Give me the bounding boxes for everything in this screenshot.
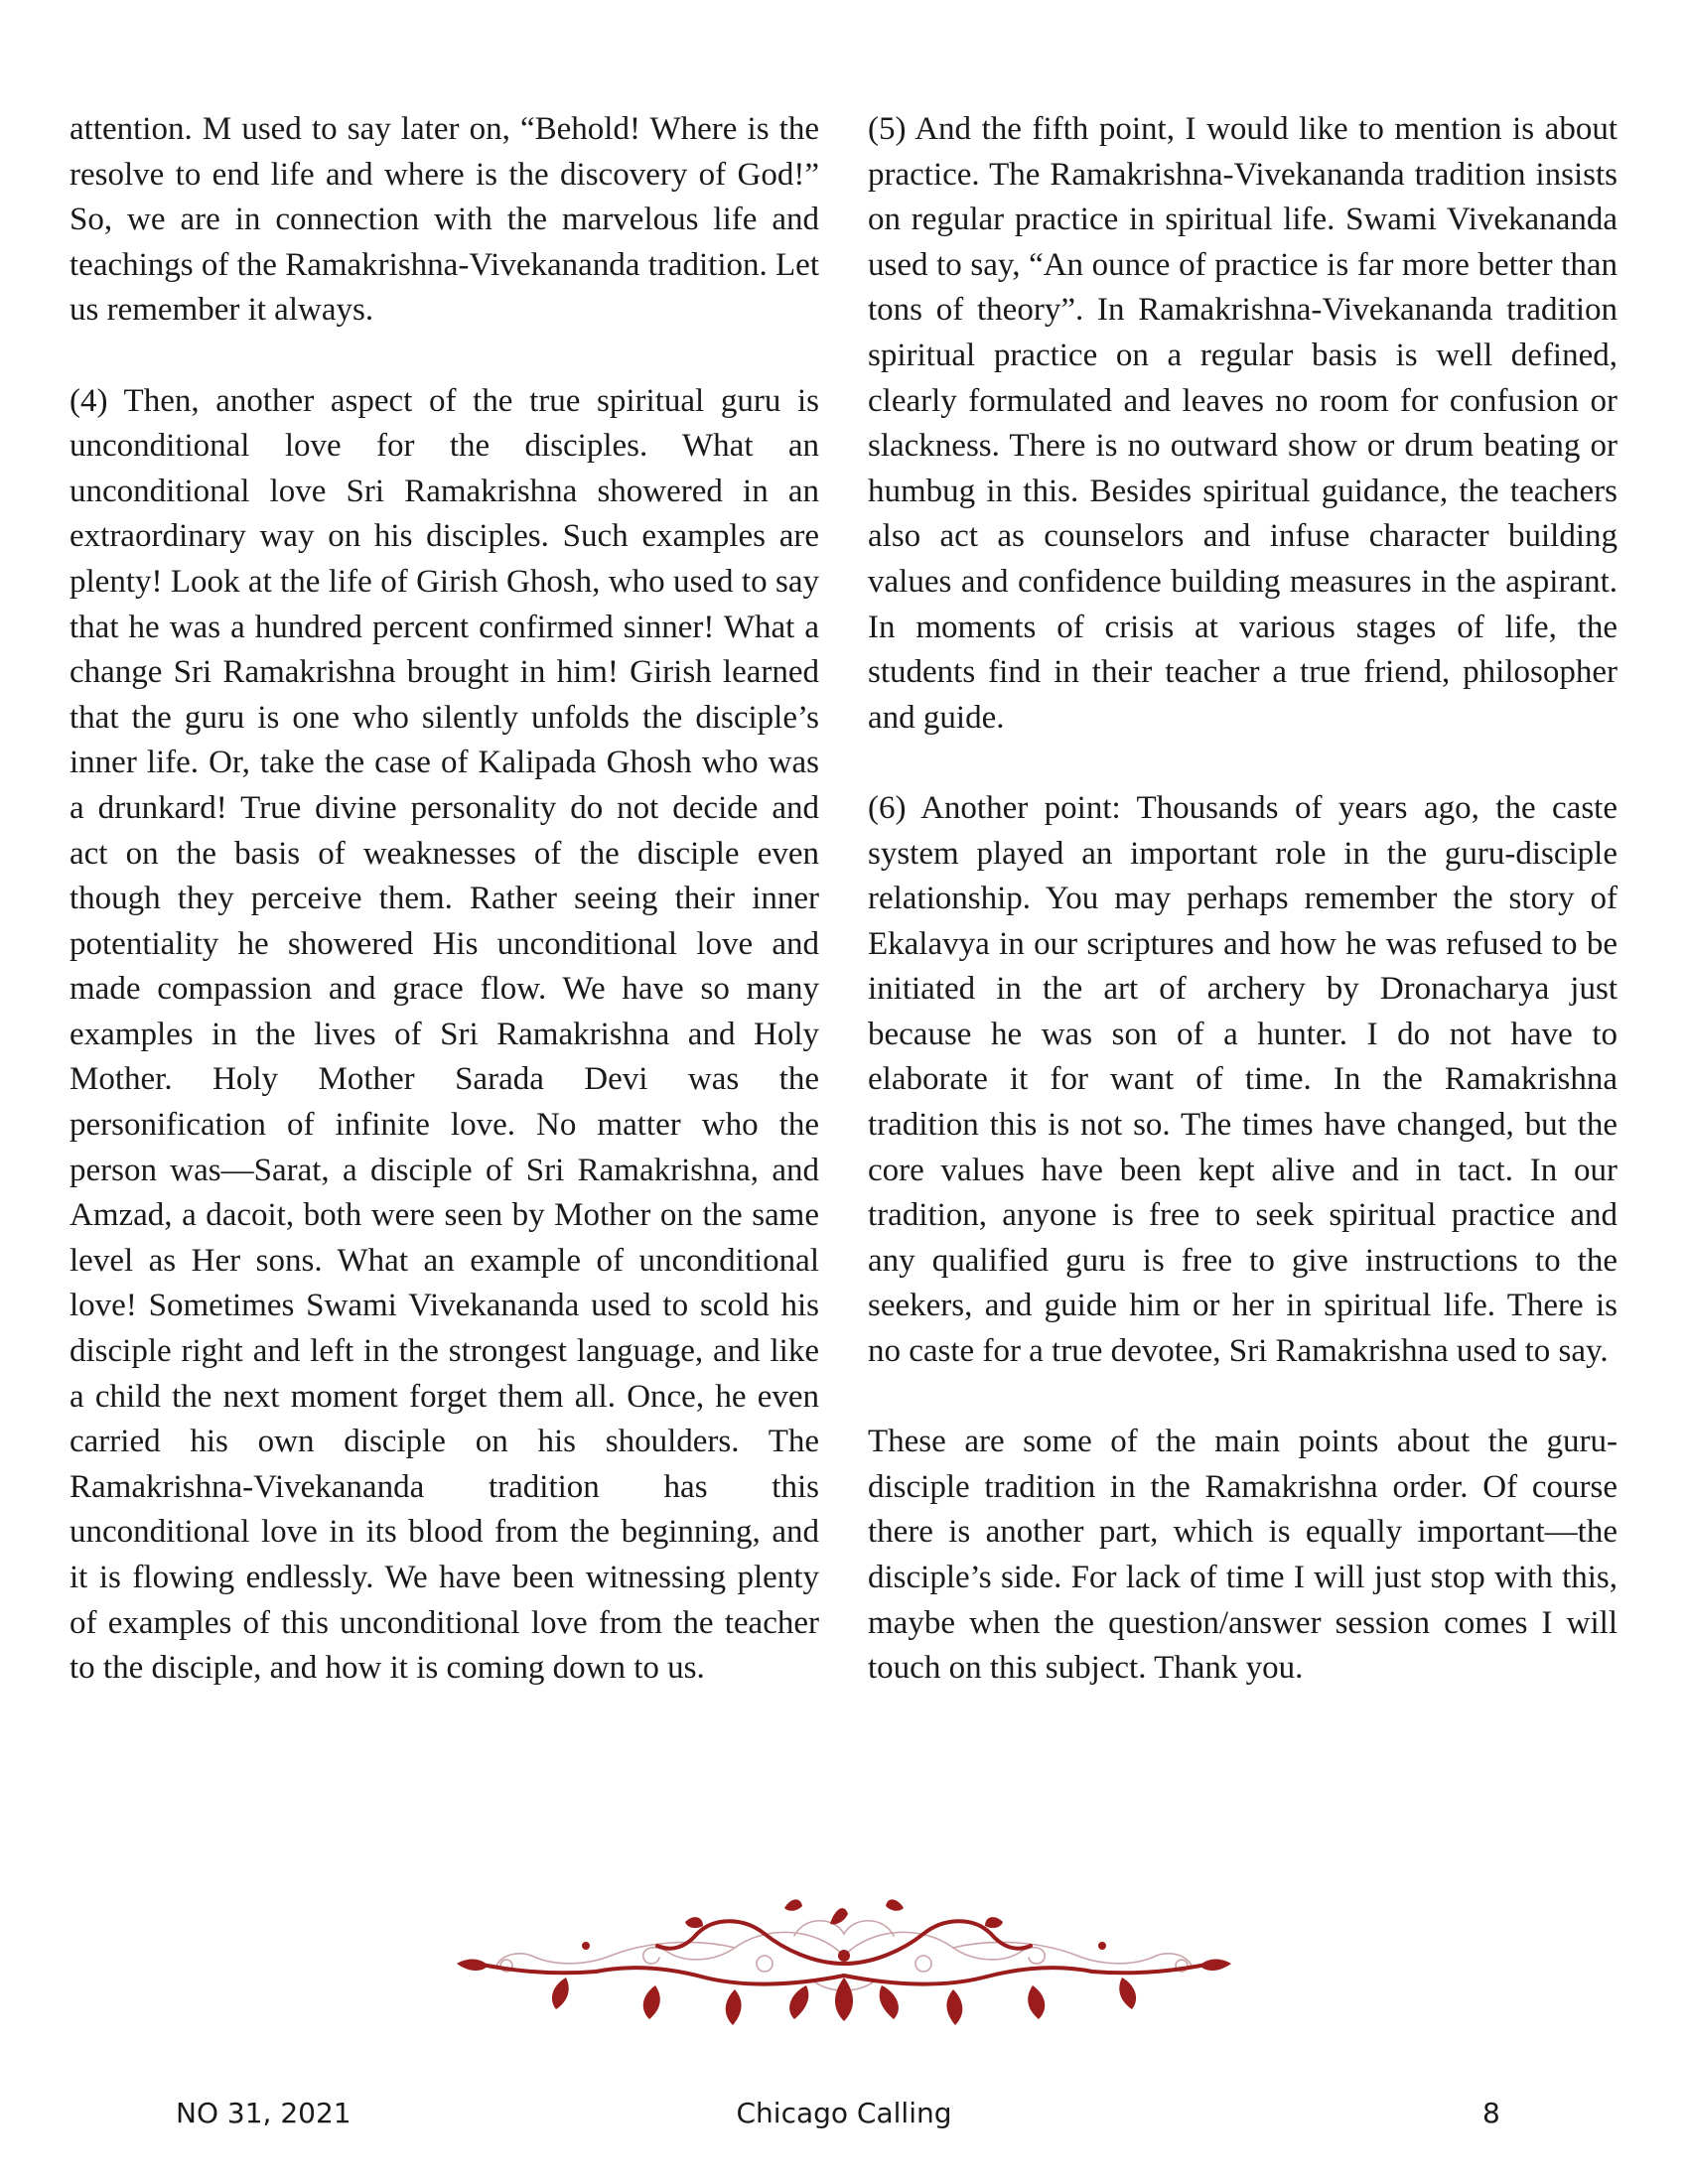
page-number: 8	[1482, 2097, 1500, 2129]
paragraph: (6) Another point: Thousands of years ago, the caste system played an important role in the guru-disciple relationship. You may perhaps remember the story of Ekalavya in our scriptures and how he was refused to be initiated in the art of archery by Dronacharya just because he was son of a hunter. I do not have to elaborate it for want of time. In the Ramakrishna tradition this is not so. The times have changed, but the core values have been kept alive and in tact. In our tradition, anyone is free to seek spiritual practice and any qualified guru is free to give instructions to the seekers, and guide him or her in spiritual life. There is no caste for a true devotee, Sri Ramakrishna used to say.	[868, 789, 1618, 1370]
left-column	[70, 107, 819, 1692]
paragraph: attention. M used to say later on, “Behold! Where is the resolve to end life and where is the discovery of God!” So, we are in connection with the marvelous life and teachings of the Ramakrishna-Vivekananda tradition. Let us remember it always.	[70, 111, 819, 329]
page-footer	[0, 2097, 1688, 2136]
issue-number: NO 31, 2021	[176, 2097, 352, 2129]
paragraph: These are some of the main points about the guru-disciple tradition in the Ramakrishna order. Of course there is another part, which is equally important—the disciple’s side. For lack of time I will just stop with this, maybe when the question/answer session comes I will touch on this subject. Thank you.	[868, 1424, 1618, 1687]
paragraph: (5) And the fifth point, I would like to mention is about practice. The Ramakrishna-Vivekananda tradition insists on regular practice in spiritual life. Swami Vivekananda used to say, “An ounce of practice is far more better than tons of theory”. In Ramakrishna-Vivekananda tradition spiritual practice on a regular basis is well defined, clearly formulated and leaves no room for confusion or slackness. There is no outward show or drum beating or humbug in this. Besides spiritual guidance, the teachers also act as counselors and infuse character building values and confidence building measures in the aspirant. In moments of crisis at various stages of life, the students find in their teacher a true friend, philosopher and guide.	[868, 111, 1618, 736]
paragraph: (4) Then, another aspect of the true spiritual guru is unconditional love for the disciples. What an unconditional love Sri Ramakrishna showered in an extraordinary way on his disciples. Such examples are plenty! Look at the life of Girish Ghosh, who used to say that he was a hundred percent confirmed sinner! What a change Sri Ramakrishna brought in him! Girish learned that the guru is one who silently unfolds the disciple’s inner life. Or, take the case of Kalipada Ghosh who was a drunkard! True divine personality do not decide and act on the basis of weaknesses of the disciple even though they perceive them. Rather seeing their inner potentiality he showered His unconditional love and made compassion and grace flow. We have so many examples in the lives of Sri Ramakrishna and Holy Mother. Holy Mother Sarada Devi was the personification of infinite love. No matter who the person was—Sarat, a disciple of Sri Ramakrishna, and Amzad, a dacoit, both were seen by Mother on the same level as Her sons. What an example of unconditional love! Sometimes Swami Vivekananda used to scold his disciple right and left in the strongest language, and like a child the next moment forget them all. Once, he even carried his own disciple on his shoulders. The Ramakrishna-Vivekananda tradition has this unconditional love in its blood from the beginning, and it is flowing endlessly. We have been witnessing plenty of examples of this unconditional love from the teacher to the disciple, and how it is coming down to us.	[70, 382, 819, 1687]
publication-title: Chicago Calling	[736, 2097, 952, 2129]
floral-divider-icon	[437, 1886, 1251, 2045]
right-column	[868, 107, 1618, 1692]
